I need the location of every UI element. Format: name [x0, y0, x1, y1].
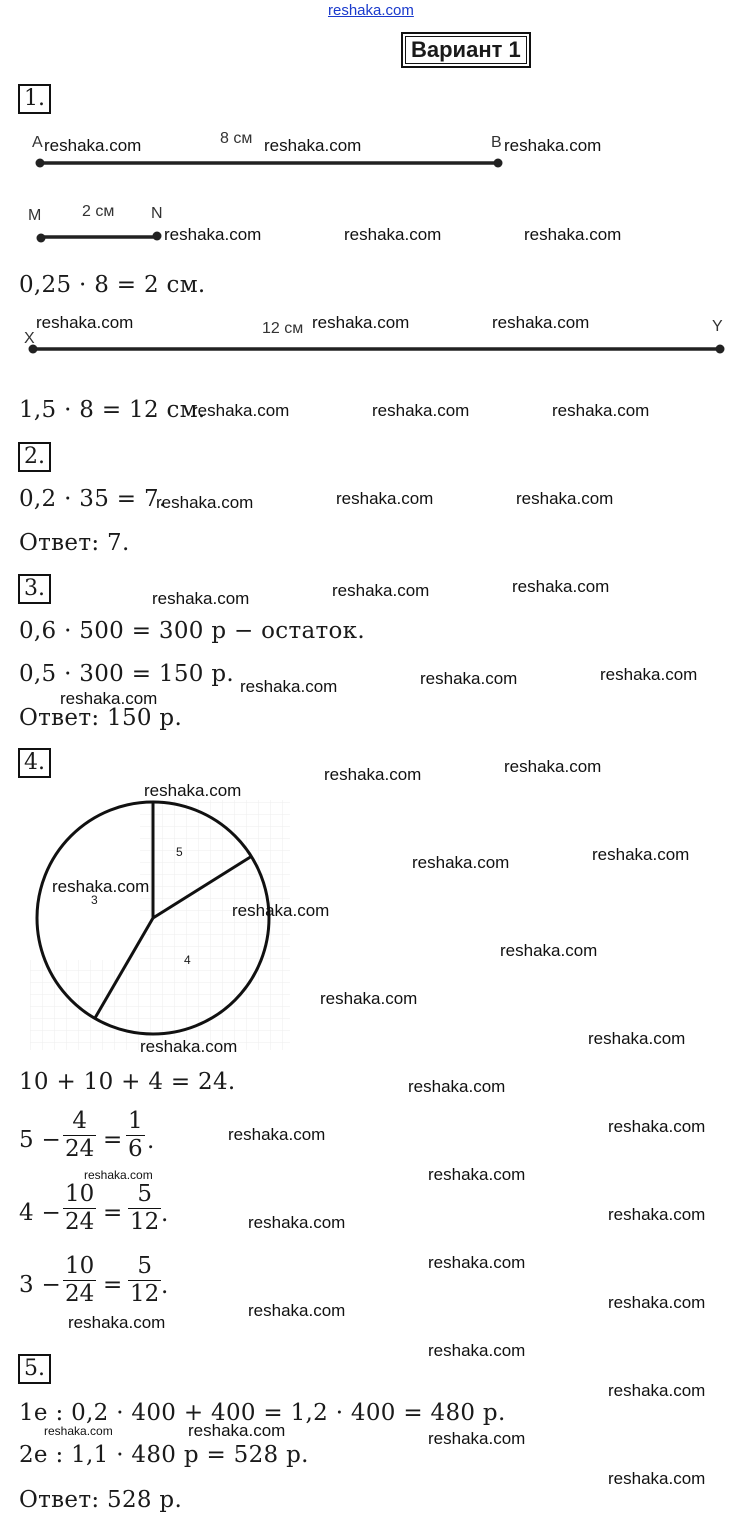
task3-line1: 0,6 · 500 = 300 р − остаток.	[19, 618, 365, 644]
task5-line2: 2е : 1,1 · 480 р = 528 р.	[19, 1442, 309, 1468]
task4-row2-lead: 4 −	[19, 1200, 62, 1226]
watermark: reshaka.com	[332, 581, 430, 600]
task4-row3-eq: =	[103, 1272, 123, 1298]
watermark: reshaka.com	[192, 401, 290, 420]
task1-calc1: 0,25 · 8 = 2 см.	[19, 272, 206, 298]
watermark: reshaka.com	[336, 489, 434, 508]
task4-row2-end: .	[161, 1201, 169, 1227]
task5-line1: 1е : 0,2 · 400 + 400 = 1,2 · 400 = 480 р.	[19, 1400, 506, 1426]
point-x-label: X	[24, 330, 35, 347]
task3-number: 3.	[18, 574, 51, 604]
watermark: reshaka.com	[36, 313, 134, 332]
watermark: reshaka.com	[188, 1421, 286, 1440]
task5-number: 5.	[18, 1354, 51, 1384]
watermark: reshaka.com	[52, 877, 150, 896]
task4-row1-result: 1 6	[128, 1108, 143, 1162]
segment-ab-length: 8 см	[220, 130, 253, 147]
watermark: reshaka.com	[512, 577, 610, 596]
task4-number: 4.	[18, 748, 51, 778]
watermark: reshaka.com	[248, 1213, 346, 1232]
watermark: reshaka.com	[588, 1029, 686, 1048]
task2-answer: Ответ: 7.	[19, 530, 130, 556]
watermark: reshaka.com	[608, 1381, 706, 1400]
task4-row2-fraction: 10 24	[65, 1181, 95, 1235]
task1-number: 1.	[18, 84, 51, 114]
watermark: reshaka.com	[156, 493, 254, 512]
watermark: reshaka.com	[68, 1313, 166, 1332]
watermark: reshaka.com	[608, 1293, 706, 1312]
watermark: reshaka.com	[600, 665, 698, 684]
watermark: reshaka.com	[428, 1341, 526, 1360]
task4-row3-result: 5 12	[130, 1253, 160, 1307]
watermark: reshaka.com	[428, 1253, 526, 1272]
watermark: reshaka.com	[44, 1424, 113, 1438]
watermark: reshaka.com	[524, 225, 622, 244]
watermark: reshaka.com	[420, 669, 518, 688]
task4-row3-lead: 3 −	[19, 1272, 62, 1298]
watermark: reshaka.com	[516, 489, 614, 508]
watermark: reshaka.com	[408, 1077, 506, 1096]
point-m-label: M	[28, 207, 42, 224]
watermark: reshaka.com	[592, 845, 690, 864]
task4-row3-end: .	[161, 1273, 169, 1299]
segment-xy-length: 12 см	[262, 320, 304, 337]
watermark: reshaka.com	[428, 1165, 526, 1184]
pie-sector-left-label: 3	[91, 893, 98, 907]
task3-answer: Ответ: 150 р.	[19, 705, 183, 731]
task4-row1-fraction: 4 24	[65, 1108, 95, 1162]
pie-sector-bottom-label: 4	[184, 953, 191, 967]
variant-title: Вариант 1	[401, 32, 531, 68]
watermark: reshaka.com	[372, 401, 470, 420]
point-y-label: Y	[712, 318, 723, 335]
watermark: reshaka.com	[60, 689, 158, 708]
watermark: reshaka.com	[324, 765, 422, 784]
task4-row2-eq: =	[103, 1200, 123, 1226]
watermark: reshaka.com	[152, 589, 250, 608]
task5-answer: Ответ: 528 р.	[19, 1487, 183, 1513]
watermark: reshaka.com	[608, 1205, 706, 1224]
watermark: reshaka.com	[228, 1125, 326, 1144]
watermark: reshaka.com	[608, 1117, 706, 1136]
watermark: reshaka.com	[320, 989, 418, 1008]
task4-row1-end: .	[147, 1128, 155, 1154]
watermark: reshaka.com	[504, 757, 602, 776]
watermark: reshaka.com	[84, 1168, 153, 1182]
watermark: reshaka.com	[44, 136, 142, 155]
point-a-label: A	[32, 134, 43, 151]
watermark: reshaka.com	[144, 781, 242, 800]
point-n-label: N	[151, 205, 163, 222]
task4-sum: 10 + 10 + 4 = 24.	[19, 1069, 236, 1095]
task3-line2: 0,5 · 300 = 150 р.	[19, 661, 234, 687]
watermark: reshaka.com	[232, 901, 330, 920]
watermark: reshaka.com	[264, 136, 362, 155]
watermark: reshaka.com	[412, 853, 510, 872]
watermark: reshaka.com	[552, 401, 650, 420]
task2-number: 2.	[18, 442, 51, 472]
watermark: reshaka.com	[248, 1301, 346, 1320]
watermark: reshaka.com	[344, 225, 442, 244]
watermark: reshaka.com	[428, 1429, 526, 1448]
task2-calc: 0,2 · 35 = 7.	[19, 486, 167, 512]
watermark: reshaka.com	[504, 136, 602, 155]
watermark: reshaka.com	[500, 941, 598, 960]
watermark: reshaka.com	[312, 313, 410, 332]
task4-row2-result: 5 12	[130, 1181, 160, 1235]
watermark: reshaka.com	[492, 313, 590, 332]
task1-calc2: 1,5 · 8 = 12 см.	[19, 397, 206, 423]
watermark: reshaka.com	[140, 1037, 238, 1056]
watermark: reshaka.com	[164, 225, 262, 244]
watermark: reshaka.com	[608, 1469, 706, 1488]
task4-row1-lead: 5 −	[19, 1127, 62, 1153]
task4-row1-eq: =	[103, 1127, 123, 1153]
task4-row3-fraction: 10 24	[65, 1253, 95, 1307]
segment-mn-length: 2 см	[82, 203, 115, 220]
site-watermark: reshaka.com	[328, 2, 414, 19]
point-b-label: B	[491, 134, 502, 151]
pie-sector-top-label: 5	[176, 845, 183, 859]
watermark: reshaka.com	[240, 677, 338, 696]
